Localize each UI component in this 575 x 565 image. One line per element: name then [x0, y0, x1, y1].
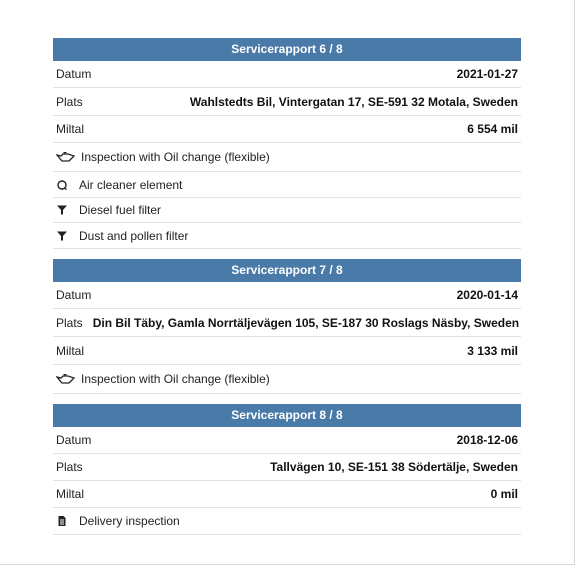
item-text: Dust and pollen filter — [79, 228, 189, 243]
service-report-6 — [53, 38, 521, 249]
service-report-7 — [53, 259, 521, 394]
document-icon — [56, 515, 76, 527]
row-plats — [53, 88, 521, 116]
service-item — [53, 198, 521, 223]
row-datum — [53, 61, 521, 88]
service-item — [53, 508, 521, 535]
row-miltal — [53, 481, 521, 508]
row-datum — [53, 427, 521, 454]
plats-label: Plats — [56, 315, 83, 330]
miltal-label: Miltal — [56, 343, 85, 358]
item-text: Inspection with Oil change (flexible) — [81, 150, 270, 164]
service-report-8 — [53, 404, 521, 535]
row-miltal — [53, 116, 521, 143]
plats-value: Wahlstedts Bil, Vintergatan 17, SE-591 32 Motala, Sweden — [189, 94, 518, 109]
datum-label: Datum — [56, 288, 92, 302]
report-header: Servicerapport 8 / 8 — [53, 404, 521, 427]
miltal-value: 3 133 mil — [467, 343, 518, 358]
datum-value: 2021-01-27 — [456, 67, 518, 81]
miltal-label: Miltal — [56, 487, 85, 501]
plats-label: Plats — [56, 460, 83, 474]
oil-can-icon — [56, 373, 78, 385]
item-text: Diesel fuel filter — [79, 203, 162, 217]
miltal-label: Miltal — [56, 122, 85, 136]
row-plats — [53, 309, 521, 337]
item-text: Air cleaner element — [79, 177, 183, 192]
plats-value: Din Bil Täby, Gamla Norrtäljevägen 105, SE-187 30 Roslags Näsby, Sweden — [92, 315, 520, 330]
service-item — [53, 365, 521, 394]
datum-value: 2020-01-14 — [456, 288, 518, 302]
service-item — [53, 172, 521, 198]
miltal-value: 6 554 mil — [467, 122, 518, 136]
row-datum — [53, 282, 521, 309]
oil-can-icon — [56, 151, 78, 163]
plats-label: Plats — [56, 94, 83, 109]
row-plats — [53, 454, 521, 481]
item-text: Inspection with Oil change (flexible) — [81, 372, 270, 386]
datum-label: Datum — [56, 433, 92, 447]
item-text: Delivery inspection — [79, 514, 180, 528]
report-header: Servicerapport 7 / 8 — [53, 259, 521, 282]
service-item — [53, 223, 521, 249]
plats-value: Tallvägen 10, SE-151 38 Södertälje, Sweden — [270, 460, 518, 474]
service-item — [53, 143, 521, 172]
report-header: Servicerapport 6 / 8 — [53, 38, 521, 61]
funnel-icon — [56, 230, 76, 242]
miltal-value: 0 mil — [490, 487, 518, 501]
funnel-icon — [56, 204, 76, 216]
datum-value: 2018-12-06 — [456, 433, 518, 447]
row-miltal — [53, 337, 521, 365]
air-filter-icon — [56, 179, 76, 191]
datum-label: Datum — [56, 67, 92, 81]
